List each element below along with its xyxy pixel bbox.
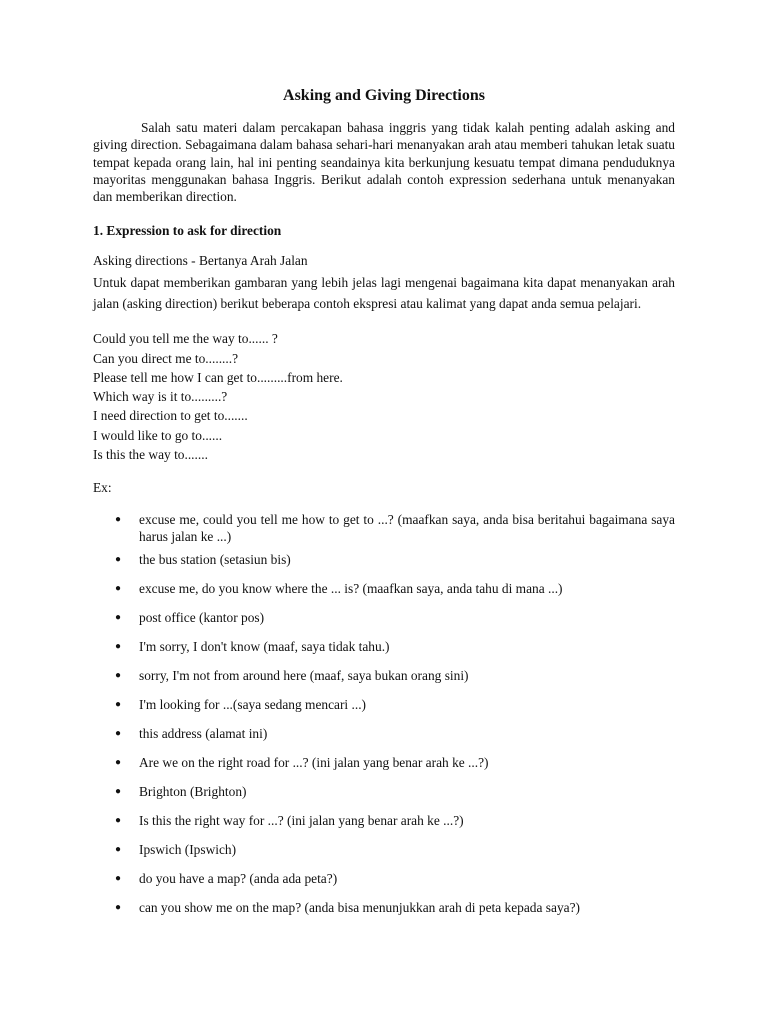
example-text: I'm looking for ...(saya sedang mencari ...) (139, 696, 367, 712)
example-item (93, 812, 675, 829)
section-heading: 1. Expression to ask for direction (93, 223, 282, 239)
example-text: Are we on the right road for ...? (ini jalan yang benar arah ke ...?) (139, 754, 489, 770)
example-item (93, 899, 675, 916)
bullet-icon: ● (115, 901, 122, 913)
example-item (93, 754, 675, 771)
expression-item: I would like to go to...... (93, 427, 223, 443)
bullet-icon: ● (115, 843, 122, 855)
example-text: this address (alamat ini) (139, 725, 268, 741)
example-text: excuse me, could you tell me how to get to ...? (maafkan saya, anda bisa beritahui bagaimana saya harus jalan ke ...) (139, 511, 675, 544)
example-item (93, 696, 675, 713)
bullet-icon: ● (115, 553, 122, 565)
example-text: post office (kantor pos) (139, 609, 265, 625)
example-text: I'm sorry, I don't know (maaf, saya tidak tahu.) (139, 638, 390, 654)
example-text: sorry, I'm not from around here (maaf, saya bukan orang sini) (139, 667, 469, 683)
example-item (93, 638, 675, 655)
bullet-icon: ● (115, 814, 122, 826)
example-item (93, 511, 675, 545)
example-item (93, 580, 675, 597)
example-label: Ex: (93, 479, 112, 495)
section-paragraph: Untuk dapat memberikan gambaran yang lebih jelas lagi mengenai bagaimana kita dapat menanyakan arah jalan (asking direction) berikut beberapa contoh ekspresi atau kalimat yang dapat anda semua pelajari. (93, 275, 675, 312)
bullet-icon: ● (115, 872, 122, 884)
expression-item: Which way is it to.........? (93, 389, 228, 405)
document-title: Asking and Giving Directions (283, 87, 485, 104)
bullet-icon: ● (115, 513, 122, 525)
example-item (93, 870, 675, 887)
example-item (93, 725, 675, 742)
document-page (93, 86, 675, 928)
example-text: excuse me, do you know where the ... is? (maafkan saya, anda tahu di mana ...) (139, 580, 563, 596)
bullet-icon: ● (115, 582, 122, 594)
bullet-icon: ● (115, 785, 122, 797)
bullet-icon: ● (115, 756, 122, 768)
expression-list (93, 329, 675, 463)
expression-item: Could you tell me the way to...... ? (93, 331, 278, 347)
example-text: Brighton (Brighton) (139, 783, 247, 799)
section-subheading: Asking directions - Bertanya Arah Jalan (93, 253, 308, 269)
intro-paragraph: Salah satu materi dalam percakapan bahasa inggris yang tidak kalah penting adalah asking and giving direction. Sebagaimana dalam bahasa sehari-hari menanyakan arah atau memberi tahukan letak suatu tempat kepada orang lain, hal ini penting seandainya kita berkunjung kesuatu tempat dimana penduduknya mayoritas menggunakan bahasa Inggris. Berikut adalah contoh expression sederhana untuk menanyakan dan memberikan direction. (93, 120, 675, 205)
example-text: do you have a map? (anda ada peta?) (139, 870, 338, 886)
example-item (93, 609, 675, 626)
bullet-icon: ● (115, 698, 122, 710)
expression-item: Can you direct me to........? (93, 350, 239, 366)
example-list (93, 511, 675, 916)
bullet-icon: ● (115, 611, 122, 623)
example-text: can you show me on the map? (anda bisa menunjukkan arah di peta kepada saya?) (139, 899, 580, 915)
expression-item: Please tell me how I can get to.........from here. (93, 369, 343, 385)
example-text: Ipswich (Ipswich) (139, 841, 237, 857)
example-item (93, 841, 675, 858)
bullet-icon: ● (115, 669, 122, 681)
example-text: Is this the right way for ...? (ini jalan yang benar arah ke ...?) (139, 812, 464, 828)
example-text: the bus station (setasiun bis) (139, 551, 291, 567)
bullet-icon: ● (115, 640, 122, 652)
expression-item: Is this the way to....... (93, 446, 208, 462)
example-item (93, 551, 675, 568)
bullet-icon: ● (115, 727, 122, 739)
expression-item: I need direction to get to....... (93, 408, 248, 424)
example-item (93, 667, 675, 684)
example-item (93, 783, 675, 800)
